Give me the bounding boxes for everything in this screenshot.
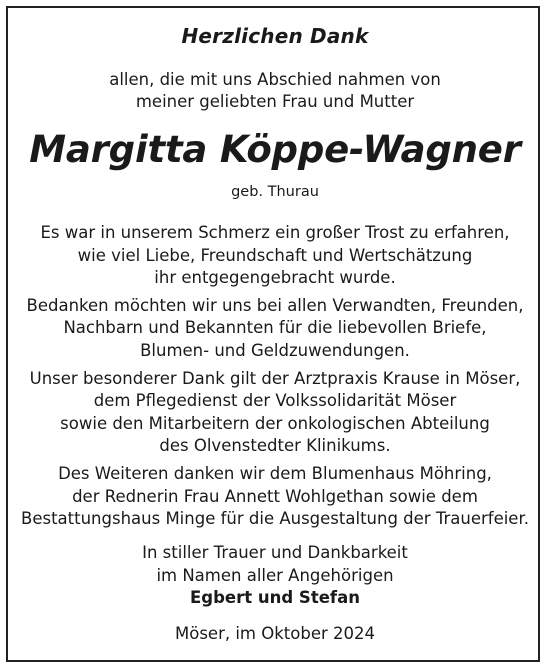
body-line: sowie den Mitarbeitern der onkologischen Abteilung <box>60 413 490 433</box>
body-line: Blumen- und Geldzuwendungen. <box>140 340 410 360</box>
intro-line: allen, die mit uns Abschied nahmen von <box>109 70 441 89</box>
body-line: dem Pflegedienst der Volkssolidarität Möser <box>93 391 457 411</box>
body-line: Unser besonderer Dank gilt der Arztpraxis Krause in Möser, <box>29 368 521 388</box>
deceased-name: Margitta Köppe-Wagner <box>29 128 521 171</box>
closing-text <box>0 542 550 610</box>
closing-line: In stiller Trauer und Dankbarkeit <box>142 543 408 562</box>
intro-line: meiner geliebten Frau und Mutter <box>135 92 415 111</box>
maiden-name: geb. Thurau <box>231 184 319 200</box>
paragraph-blumenhaus <box>0 463 550 531</box>
signers: Egbert und Stefan <box>190 588 360 608</box>
body-line: Bestattungshaus Minge für die Ausgestaltung der Trauerfeier. <box>21 509 529 529</box>
paragraph-trost <box>0 222 550 290</box>
body-line: der Rednerin Frau Annett Wohlgethan sowie dem <box>72 486 478 506</box>
intro-text <box>0 69 550 113</box>
body-line: Bedanken möchten wir uns bei allen Verwandten, Freunden, <box>26 295 524 315</box>
paragraph-verwandte <box>0 295 550 363</box>
body-line: Es war in unserem Schmerz ein großer Trost zu erfahren, <box>40 223 510 242</box>
closing-line: im Namen aller Angehörigen <box>156 565 394 585</box>
body-line: des Olvenstedter Klinikums. <box>159 436 391 456</box>
paragraph-arztpraxis <box>0 368 550 458</box>
notice-heading: Herzlichen Dank <box>181 24 369 48</box>
body-line: Nachbarn und Bekannten für die liebevollen Briefe, <box>63 318 487 338</box>
thanks-body <box>0 222 550 536</box>
body-line: wie viel Liebe, Freundschaft und Wertschätzung <box>77 245 473 265</box>
body-line: ihr entgegengebracht wurde. <box>154 268 396 288</box>
place-date: Möser, im Oktober 2024 <box>174 624 375 643</box>
body-line: Des Weiteren danken wir dem Blumenhaus Möhring, <box>58 463 492 483</box>
